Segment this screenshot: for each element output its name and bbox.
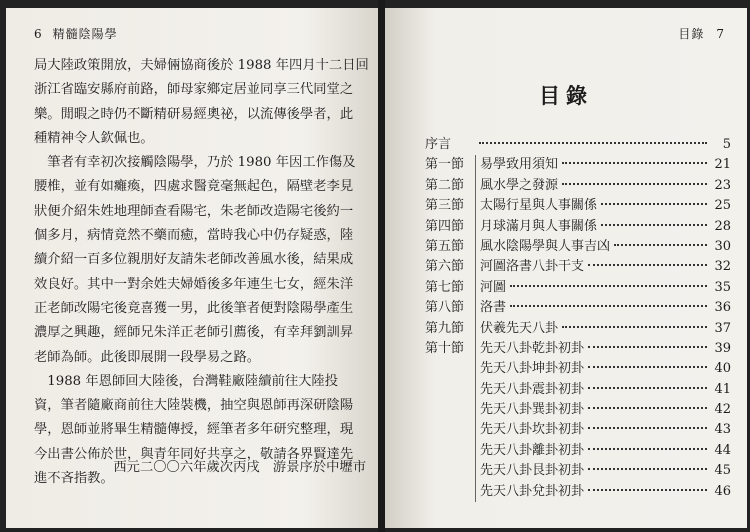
toc-entry [425, 217, 731, 237]
toc-page-number: 5 [722, 137, 731, 152]
toc-section: 第四節 [425, 218, 465, 234]
toc-leader-dots [510, 285, 707, 287]
toc-entry-title: 洛書 [475, 298, 506, 318]
toc-entry-title: 太陽行星與人事關係 [475, 196, 597, 216]
toc-entry [425, 400, 731, 420]
toc-leader-dots [588, 468, 707, 470]
toc-entry-title: 先天八卦巽卦初卦 [475, 400, 584, 420]
toc-section: 第三節 [425, 198, 465, 214]
toc-section: 第二節 [425, 177, 465, 193]
toc-page-number: 35 [714, 279, 731, 295]
toc-page-number: 37 [714, 320, 731, 336]
text-line: 續介紹一百多位親朋好友請朱老師改善風水後，結果成 [34, 252, 354, 268]
text-line: 個多月，病情竟然不藥而癒，當時我心中仍存疑惑，陸 [34, 228, 354, 244]
toc-leader-dots [510, 305, 707, 307]
toc-leader-dots [562, 326, 707, 328]
toc-leader-dots [562, 162, 707, 164]
toc-entry-title: 先天八卦離卦初卦 [475, 441, 584, 461]
toc-entry [425, 237, 731, 257]
paragraph-2 [34, 151, 366, 370]
toc-entry [425, 380, 731, 400]
text-line: 浙江省臨安縣府前路，師母家鄉定居並同享三代同堂之 [34, 82, 354, 98]
text-line: 正老師改陽宅後竟喜獲一男，此後筆者便對陰陽學產生 [34, 300, 354, 316]
book-gutter [378, 0, 385, 532]
toc-entry [425, 298, 731, 318]
left-running-head [34, 25, 118, 42]
toc-section: 第七節 [425, 279, 465, 295]
toc-leader-dots [614, 244, 707, 246]
toc-leader-dots [601, 203, 707, 205]
toc-entry [425, 278, 731, 298]
text-line: 濃厚之興趣，經師兄朱洋正老師引薦後，有幸拜劉訓昇 [34, 325, 354, 341]
toc-page-number: 21 [714, 157, 731, 173]
toc-entry-title: 易學致用須知 [475, 155, 558, 175]
toc-leader-dots [588, 427, 707, 429]
toc-entry [425, 155, 731, 175]
toc-page-number: 23 [714, 177, 731, 193]
preface-body [34, 54, 369, 491]
text-line: 種精神令人欽佩也。 [34, 130, 154, 146]
toc-entry-title: 風水陰陽學與人事吉凶 [475, 237, 610, 257]
toc-section: 第六節 [425, 259, 465, 275]
toc-section: 第八節 [425, 300, 465, 316]
toc-entry-title: 風水學之發源 [475, 176, 558, 196]
toc-page-number: 28 [714, 218, 731, 234]
toc-page-number: 39 [714, 340, 731, 356]
text-line: 局大陸政策開放，夫婦倆協商後於 1988 年四月十二日回 [34, 58, 369, 73]
toc-entry-title: 月球滿月與人事關係 [475, 217, 597, 237]
paragraph-1 [34, 54, 369, 151]
toc-entry [425, 257, 731, 277]
toc-entry [425, 420, 731, 440]
toc-entry [425, 135, 731, 155]
toc-leader-dots [601, 224, 707, 226]
left-running-title: 精髓陰陽學 [52, 27, 118, 41]
text-line: 腰椎，並有如癱瘓，四處求醫竟毫無起色，隔壁老李見 [34, 179, 354, 195]
toc-page-number: 30 [714, 238, 731, 254]
toc-section: 第一節 [425, 157, 465, 173]
preface-signature: 西元二〇〇六年歲次丙戌 游景序於中壢市 [113, 460, 366, 475]
toc-page-number: 41 [714, 381, 731, 397]
toc-entry [425, 461, 731, 481]
toc-section: 序言 [425, 137, 452, 152]
toc-page-number: 42 [714, 402, 731, 418]
left-page-number: 6 [34, 27, 43, 41]
toc-leader-dots [588, 489, 707, 491]
toc-entry [425, 196, 731, 216]
text-line: 資，筆者隨廠商前往大陸裝機，抽空與恩師再深研陰陽 [34, 398, 354, 414]
toc-page-number: 32 [714, 259, 731, 275]
toc-leader-dots [588, 448, 707, 450]
toc-leader-dots [479, 142, 707, 144]
toc-section: 第九節 [425, 320, 465, 336]
toc-entry [425, 176, 731, 196]
toc-entry [425, 339, 731, 359]
toc-entry [425, 319, 731, 339]
toc-entry-title: 河圖 [475, 278, 506, 298]
toc-page-number: 40 [714, 361, 731, 377]
table-of-contents [425, 135, 731, 502]
toc-entry-title: 先天八卦坎卦初卦 [475, 420, 584, 440]
toc-page-number: 43 [714, 422, 731, 438]
toc-page-number: 44 [714, 442, 731, 458]
text-line: 效良好。其中一對余姓夫婦婚後多年連生七女，經朱洋 [34, 276, 354, 292]
toc-leader-dots [588, 264, 707, 266]
toc-leader-dots [588, 346, 707, 348]
left-page [6, 8, 378, 528]
text-line: 老師為師。此後即展開一段學易之路。 [34, 349, 261, 365]
toc-page-number: 46 [714, 483, 731, 499]
toc-page-number: 25 [714, 198, 731, 214]
toc-entry-title: 先天八卦艮卦初卦 [475, 461, 584, 481]
toc-section: 第十節 [425, 340, 465, 356]
text-line: 1988 年恩師回大陸後，台灣鞋廠陸續前往大陸投 [34, 373, 339, 389]
right-page [385, 8, 747, 528]
text-line: 狀便介紹朱姓地理師查看陽宅，朱老師改造陽宅後約一 [34, 203, 354, 219]
toc-page-number: 36 [714, 300, 731, 316]
toc-entry-title: 先天八卦坤卦初卦 [475, 359, 584, 379]
toc-page-number: 45 [714, 463, 731, 479]
toc-leader-dots [562, 183, 707, 185]
toc-entry-title: 伏羲先天八卦 [475, 319, 558, 339]
toc-section: 第五節 [425, 238, 465, 254]
toc-entry-title: 先天八卦兌卦初卦 [475, 482, 584, 502]
toc-entry-title: 先天八卦震卦初卦 [475, 380, 584, 400]
toc-entry [425, 482, 731, 502]
right-running-head [678, 25, 725, 42]
toc-leader-dots [588, 366, 707, 368]
text-line: 學，恩師並將畢生精髓傳授，經筆者多年研究整理，現 [34, 422, 354, 438]
text-line: 筆者有幸初次接觸陰陽學，乃於 1980 年因工作傷及 [34, 155, 356, 171]
toc-leader-dots [588, 407, 707, 409]
right-running-title: 目錄 [678, 27, 705, 41]
toc-entry-title: 河圖洛書八卦干支 [475, 257, 584, 277]
text-line: 今出書公佈於世，與青年同好共享之，敬請各界賢達先 [34, 446, 354, 462]
toc-heading: 目錄 [539, 83, 593, 108]
text-line: 樂。閒暇之時仍不斷精研易經奧祕，以流傳後學者，此 [34, 106, 354, 122]
toc-entry-title: 先天八卦乾卦初卦 [475, 339, 584, 359]
right-page-number: 7 [716, 27, 725, 41]
toc-entry [425, 359, 731, 379]
toc-leader-dots [588, 387, 707, 389]
text-line: 進不吝指教。 [34, 471, 114, 487]
toc-entry [425, 441, 731, 461]
